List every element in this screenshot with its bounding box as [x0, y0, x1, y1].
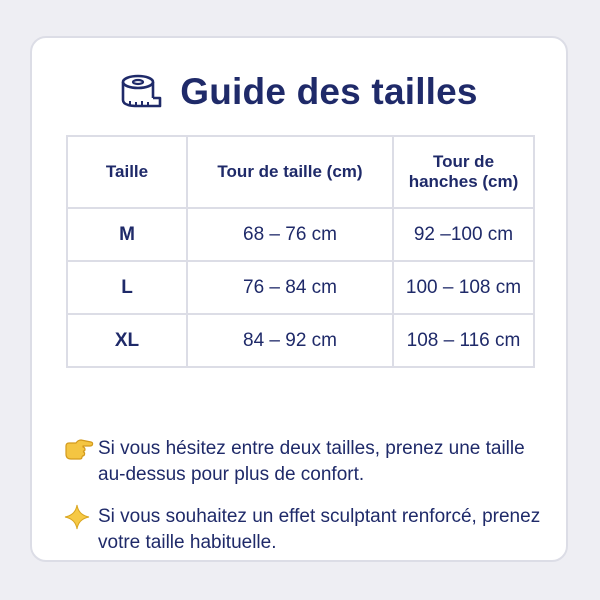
- note-item: [64, 504, 554, 556]
- size-cell: L: [67, 261, 187, 314]
- header: [32, 70, 566, 114]
- sparkle-icon: [64, 504, 98, 530]
- size-cell: XL: [67, 314, 187, 367]
- notes: [64, 436, 554, 572]
- pointing-hand-icon: [64, 436, 98, 462]
- table-row: [67, 314, 534, 367]
- size-guide-card: [30, 36, 568, 562]
- hips-cell: 100 – 108 cm: [393, 261, 534, 314]
- header-hips: Tour de hanches (cm): [393, 136, 534, 208]
- measuring-tape-icon: [120, 70, 164, 114]
- header-size: Taille: [67, 136, 187, 208]
- table-row: [67, 261, 534, 314]
- note-item: [64, 436, 554, 488]
- waist-cell: 76 – 84 cm: [187, 261, 393, 314]
- waist-cell: 84 – 92 cm: [187, 314, 393, 367]
- page-title: Guide des tailles: [180, 71, 478, 112]
- waist-cell: 68 – 76 cm: [187, 208, 393, 261]
- size-cell: M: [67, 208, 187, 261]
- note-text: Si vous hésitez entre deux tailles, prenez une taille au-dessus pour plus de confort.: [98, 438, 525, 485]
- hips-cell: 92 –100 cm: [393, 208, 534, 261]
- hips-cell: 108 – 116 cm: [393, 314, 534, 367]
- header-waist: Tour de taille (cm): [187, 136, 393, 208]
- size-table: [66, 135, 535, 368]
- note-text: Si vous souhaitez un effet sculptant renforcé, prenez votre taille habituelle.: [98, 506, 541, 553]
- table-header-row: [67, 136, 534, 208]
- table-row: [67, 208, 534, 261]
